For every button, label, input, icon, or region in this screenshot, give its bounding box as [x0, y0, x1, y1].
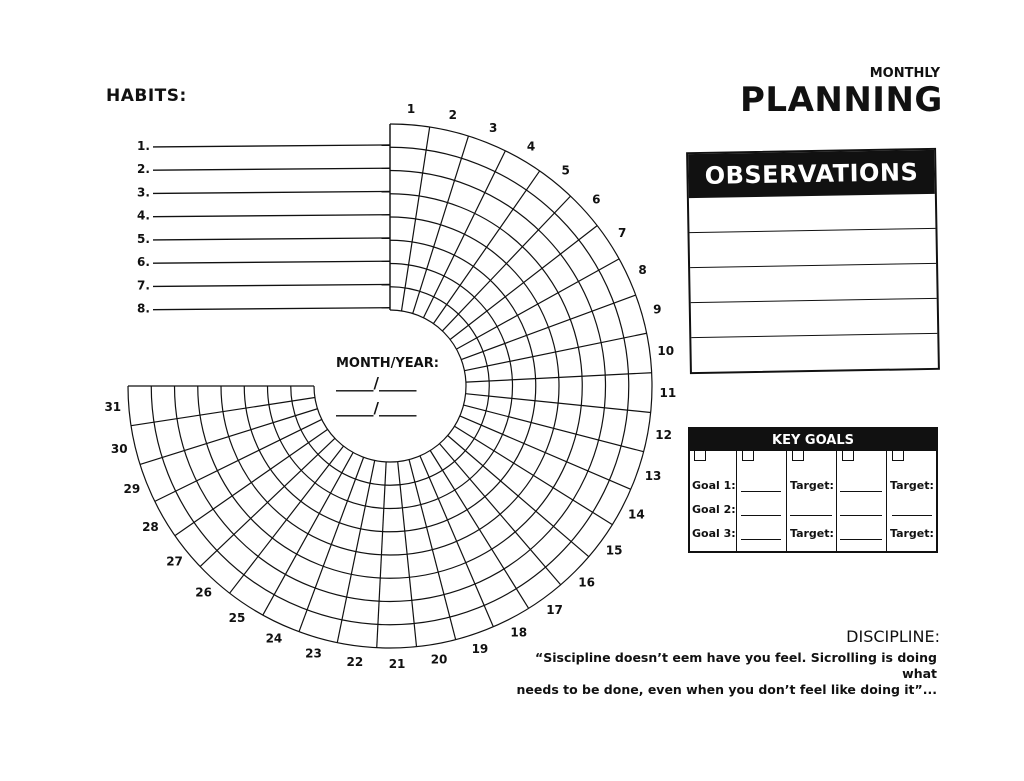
goal-1-field[interactable] — [741, 491, 781, 492]
habit-number: 3. — [137, 185, 150, 200]
target-label: Target: — [790, 527, 834, 540]
habit-number: 5. — [137, 231, 150, 246]
goals-divider — [736, 451, 737, 551]
day-label: 24 — [265, 631, 283, 646]
day-label: 9 — [653, 302, 662, 317]
goals-tab — [742, 451, 754, 461]
target-field[interactable] — [840, 539, 882, 540]
goals-tab — [892, 451, 904, 461]
observation-line[interactable] — [691, 334, 938, 373]
day-label: 5 — [561, 163, 570, 178]
habit-line[interactable] — [153, 145, 390, 147]
quote-line-2: needs to be done, even when you don’t feel like doing it”... — [516, 682, 937, 697]
target-field[interactable] — [892, 515, 932, 516]
day-label: 20 — [430, 652, 448, 667]
target-label: Target: — [890, 479, 934, 492]
observation-line[interactable] — [689, 229, 936, 268]
habit-line[interactable] — [153, 261, 390, 263]
day-label: 25 — [228, 611, 246, 626]
habit-number: 4. — [137, 208, 150, 223]
tracker-spoke — [140, 409, 317, 465]
day-label: 3 — [488, 120, 498, 135]
day-label: 15 — [605, 543, 623, 558]
month-year-field-2[interactable]: _____/_____ — [336, 399, 417, 417]
monthly-label: MONTHLY — [869, 66, 940, 81]
day-label: 17 — [546, 603, 563, 618]
day-label: 29 — [123, 482, 141, 497]
tracker-spoke — [442, 196, 570, 331]
observation-line[interactable] — [690, 264, 937, 303]
goals-tab — [842, 451, 854, 461]
discipline-title: DISCIPLINE: — [846, 627, 940, 646]
day-label: 19 — [471, 642, 489, 657]
target-label: Target: — [890, 527, 934, 540]
target-field[interactable] — [840, 515, 882, 516]
goal-3-field[interactable] — [741, 539, 781, 540]
habit-line[interactable] — [153, 308, 390, 310]
day-label: 8 — [638, 262, 647, 277]
day-label: 28 — [142, 520, 159, 535]
observations-box — [686, 148, 940, 374]
tracker-spoke — [464, 333, 646, 370]
day-label: 2 — [448, 108, 458, 123]
day-label: 21 — [388, 656, 406, 671]
habit-line[interactable] — [153, 191, 390, 193]
target-field[interactable] — [790, 515, 832, 516]
habit-line[interactable] — [153, 238, 390, 240]
discipline-quote — [500, 650, 937, 698]
goal-1-label: Goal 1: — [692, 479, 736, 492]
goal-3-label: Goal 3: — [692, 527, 736, 540]
day-label: 26 — [195, 585, 212, 600]
day-label: 23 — [305, 646, 322, 661]
tracker-spoke — [460, 416, 631, 489]
day-label: 12 — [655, 428, 672, 443]
habits-title: HABITS: — [106, 86, 187, 106]
goals-divider — [886, 451, 887, 551]
day-label: 13 — [644, 468, 662, 483]
observation-line[interactable] — [689, 194, 936, 233]
tracker-spoke — [420, 456, 493, 627]
tracker-spoke — [131, 398, 315, 426]
day-label: 11 — [659, 386, 677, 401]
day-label: 16 — [578, 575, 595, 590]
day-label: 4 — [526, 139, 536, 154]
tracker-spoke — [402, 127, 430, 311]
habit-number: 1. — [137, 138, 150, 153]
tracker-spoke — [230, 446, 344, 593]
tracker-spoke — [464, 405, 644, 452]
tracker-spoke — [409, 460, 456, 640]
goals-divider — [786, 451, 787, 551]
month-year-field-1[interactable]: _____/_____ — [336, 374, 417, 392]
day-label: 27 — [166, 554, 183, 569]
goal-2-field[interactable] — [741, 515, 781, 516]
goal-2-label: Goal 2: — [692, 503, 736, 516]
day-label: 30 — [110, 441, 128, 456]
tracker-spoke — [200, 438, 335, 566]
observations-title: OBSERVATIONS — [688, 150, 935, 198]
tracker-spoke — [413, 136, 469, 313]
habit-line[interactable] — [153, 168, 390, 170]
tracker-spoke — [450, 226, 597, 340]
tracker-spoke — [337, 460, 374, 642]
key-goals-box — [688, 427, 938, 553]
day-label: 6 — [592, 192, 601, 207]
day-label: 31 — [104, 400, 122, 415]
day-label: 14 — [628, 507, 645, 522]
day-label: 18 — [510, 625, 528, 640]
goals-tab — [694, 451, 706, 461]
habit-number: 8. — [137, 301, 150, 316]
key-goals-title: KEY GOALS — [690, 429, 936, 451]
month-year-label: MONTH/YEAR: — [336, 356, 439, 371]
habit-number: 7. — [137, 278, 150, 293]
day-label: 7 — [617, 226, 627, 241]
goals-tab — [792, 451, 804, 461]
habit-line[interactable] — [153, 284, 390, 286]
day-label: 10 — [657, 343, 675, 358]
habit-number: 2. — [137, 162, 150, 177]
quote-line-1: “Siscipline doesn’t eem have you feel. Sicrolling is doing what — [535, 650, 937, 681]
tracker-spoke — [299, 457, 364, 631]
day-label: 1 — [406, 101, 416, 116]
observation-line[interactable] — [691, 299, 938, 338]
target-field[interactable] — [840, 491, 882, 492]
goals-divider — [836, 451, 837, 551]
tracker-spoke — [461, 295, 635, 360]
planning-title: PLANNING — [740, 80, 943, 120]
day-label: 22 — [346, 654, 364, 669]
habit-number: 6. — [137, 255, 150, 270]
habit-line[interactable] — [153, 215, 390, 217]
target-label: Target: — [790, 479, 834, 492]
